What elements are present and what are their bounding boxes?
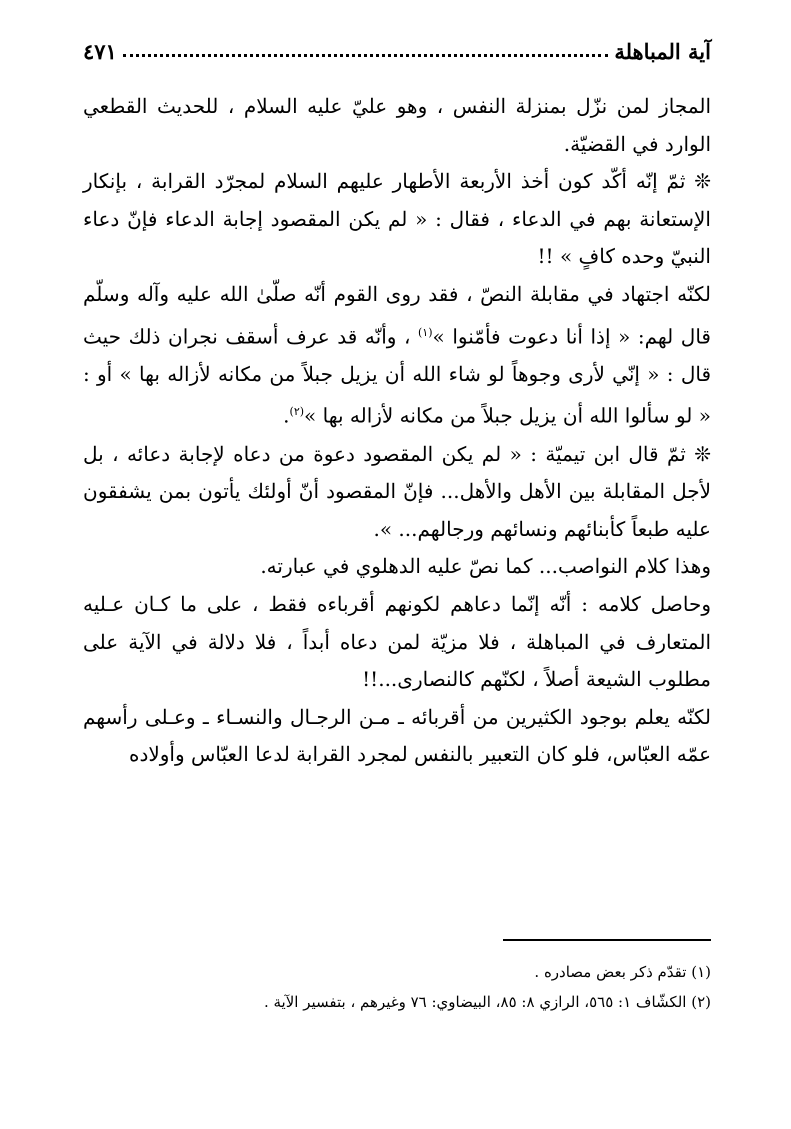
page-number: ٤٧١ [83, 39, 117, 64]
footnote-ref-2: (٢) [289, 405, 305, 419]
footnote-separator [503, 939, 711, 941]
header-dot-leader [123, 54, 609, 57]
paragraph-3 [83, 276, 711, 436]
paragraph-2: ❊ ثمّ إنّه أكّد كون أخذ الأربعة الأطهار عليهم السلام لمجرّد القرابة ، بإنكار الإستعانة بهم في الدعاء ، فقال : « لم يكن المقصود إجابة الدعاء فإنّ دعاء النبيّ وحده كافٍ » !! [83, 169, 711, 269]
footnotes [83, 957, 711, 1017]
body-text [83, 88, 711, 774]
footnote-ref-1: (١) [418, 325, 433, 339]
paragraph-4: ❊ ثمّ قال ابن تيميّة : « لم يكن المقصود دعوة من دعاه لإجابة دعائه ، بل لأجل المقابلة بين الأهل والأهل... فإنّ المقصود أنّ أولئك يأتون بمن يشفقون عليه طبعاً كأبنائهم ونسائهم ورجالهم... ». [83, 441, 711, 541]
paragraph-3-part-3: . [283, 404, 290, 429]
running-header [83, 30, 711, 64]
footnote-2: (٢) الكشّاف ١: ٥٦٥، الرازي ٨: ٨٥، البيضاوي: ٧٦ وغيرهم ، بتفسير الآية . [263, 993, 711, 1011]
paragraph-7: لكنّه يعلم بوجود الكثيرين من أقربائه ـ مـن الرجـال والنسـاء ـ وعـلى رأسهم عمّه العبّاس، فلو كان التعبير بالنفس لمجرد القرابة لدعا العبّاس وأولاده [83, 704, 711, 767]
paragraph-6: وحاصل كلامه : أنّه إنّما دعاهم لكونهم أقرباءه فقط ، على ما كـان عـليه المتعارف في المباهلة ، فلا مزيّة لمن دعاه أبداً ، فلا دلالة في الآية على مطلوب الشيعة أصلاً ، لكنّهم كالنصارى...!! [83, 592, 711, 692]
paragraph-1: المجاز لمن نزّل بمنزلة النفس ، وهو عليّ عليه السلام ، للحديث القطعي الوارد في القضيّة. [83, 94, 711, 156]
header-title: آية المباهلة [614, 39, 711, 64]
paragraph-3-part-1: لكنّه اجتهاد في مقابلة النصّ ، فقد روى القوم أنّه صلّىٰ الله عليه وآله وسلّم قال لهم: « إذا أنا دعوت فأمّنوا » [83, 281, 711, 349]
paragraph-3-part-2: ، وأنّه قد عرف أسقف نجران ذلك حيث قال : « إنّي لأرى وجوهاً لو شاء الله أن يزيل جبلاً من مكانه لأزاله بها » أو : « لو سألوا الله أن يزيل جبلاً من مكانه لأزاله بها » [83, 324, 711, 429]
paragraph-5: وهذا كلام النواصب... كما نصّ عليه الدهلوي في عبارته. [260, 554, 711, 579]
footnote-1: (١) تقدّم ذكر بعض مصادره . [534, 963, 711, 981]
